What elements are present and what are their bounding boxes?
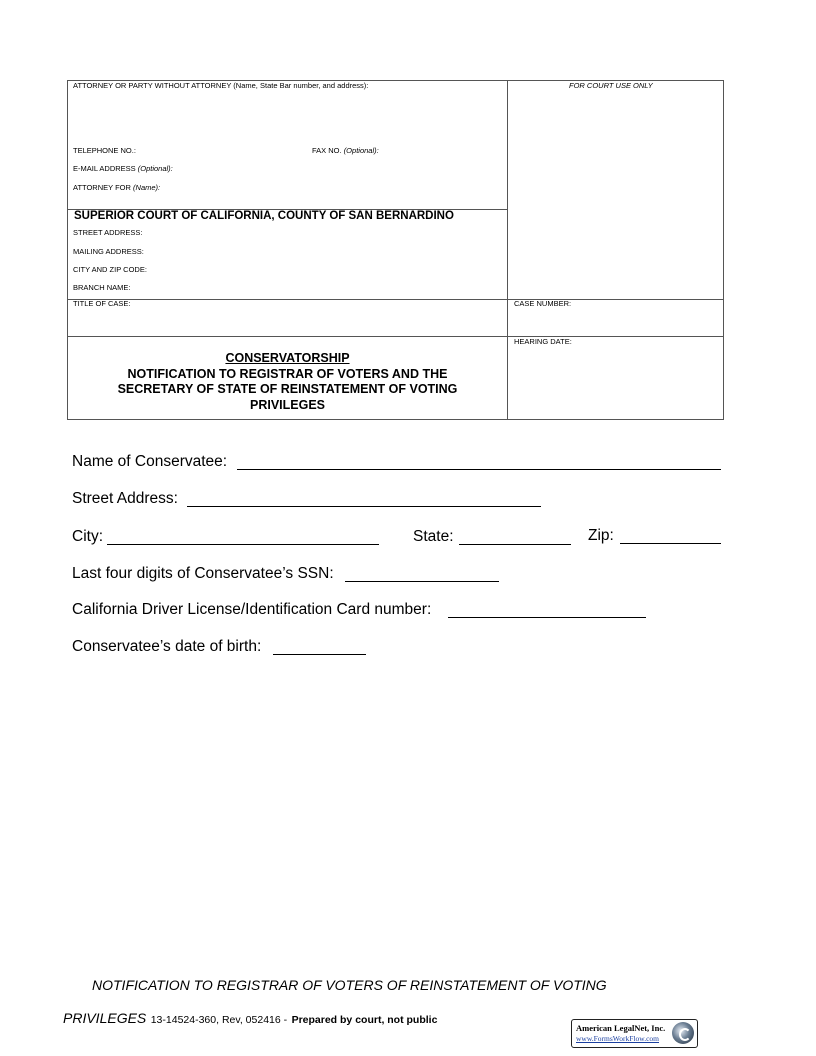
case-number-label: CASE NUMBER: [514,299,572,308]
form-title-line-2: NOTIFICATION TO REGISTRAR OF VOTERS AND THE [127,366,448,381]
ssn-line[interactable] [345,581,499,582]
zip-line[interactable] [620,543,721,544]
footer-title-line-1: NOTIFICATION TO REGISTRAR OF VOTERS OF REINSTATEMENT OF VOTING [92,977,607,993]
attorney-for-label [73,183,160,192]
court-name: SUPERIOR COURT OF CALIFORNIA, COUNTY OF SAN BERNARDINO [74,210,454,222]
fax-label [312,146,379,155]
logo-url[interactable]: www.FormsWorkFlow.com [576,1034,660,1043]
footer-title-line-2: PRIVILEGES [63,1010,147,1026]
form-title-line-3: SECRETARY OF STATE OF REINSTATEMENT OF VOTING [117,382,458,396]
state-label: State: [413,528,454,545]
driver-license-line[interactable] [448,617,646,618]
caption-divider-vertical [507,80,508,420]
street-address-line[interactable] [187,506,541,507]
fax-label-text: FAX NO. [312,146,342,155]
driver-license-label: California Driver License/Identification Card number: [72,601,432,618]
title-of-case-label: TITLE OF CASE: [73,299,131,308]
street-address-label: STREET ADDRESS: [73,228,143,237]
conservatee-name-label: Name of Conservatee: [72,453,228,470]
zip-label: Zip: [588,527,614,544]
branch-name-label: BRANCH NAME: [73,283,131,292]
footer-line-2 [63,1010,437,1028]
email-label-text: E-MAIL ADDRESS [73,164,136,173]
legalnet-globe-icon [672,1022,694,1044]
court-use-label: FOR COURT USE ONLY [569,81,653,90]
attorney-for-label-text: ATTORNEY FOR [73,183,131,192]
fax-optional-text: (Optional): [343,146,379,155]
caption-divider-form [67,336,724,337]
attorney-label: ATTORNEY OR PARTY WITHOUT ATTORNEY (Name, State Bar number, and address): [73,81,369,90]
city-zip-label: CITY AND ZIP CODE: [73,265,147,274]
mailing-address-label: MAILING ADDRESS: [73,247,144,256]
conservatee-name-line[interactable] [237,469,721,470]
footer-form-code: 13-14524-360, Rev, 052416 - [150,1014,288,1026]
caption-divider-title [67,299,724,300]
telephone-label: TELEPHONE NO.: [73,146,136,155]
form-title [68,351,507,413]
email-label [73,164,173,173]
form-title-line-4: PRIVILEGES [249,397,326,412]
ssn-label: Last four digits of Conservatee’s SSN: [72,565,334,582]
state-line[interactable] [459,544,571,545]
date-of-birth-line[interactable] [273,654,366,655]
street-address-field-label: Street Address: [72,490,178,507]
city-label: City: [72,528,103,545]
american-legalnet-logo[interactable] [571,1019,698,1048]
logo-company-name: American LegalNet, Inc. [576,1023,666,1033]
date-of-birth-label: Conservatee’s date of birth: [72,638,262,655]
hearing-date-label: HEARING DATE: [514,337,572,346]
form-title-line-1: CONSERVATORSHIP [225,351,350,365]
email-optional-text: (Optional): [137,164,173,173]
attorney-for-name-text: (Name): [133,183,161,192]
city-line[interactable] [107,544,379,545]
footer-prepared-note: Prepared by court, not public [291,1014,438,1026]
